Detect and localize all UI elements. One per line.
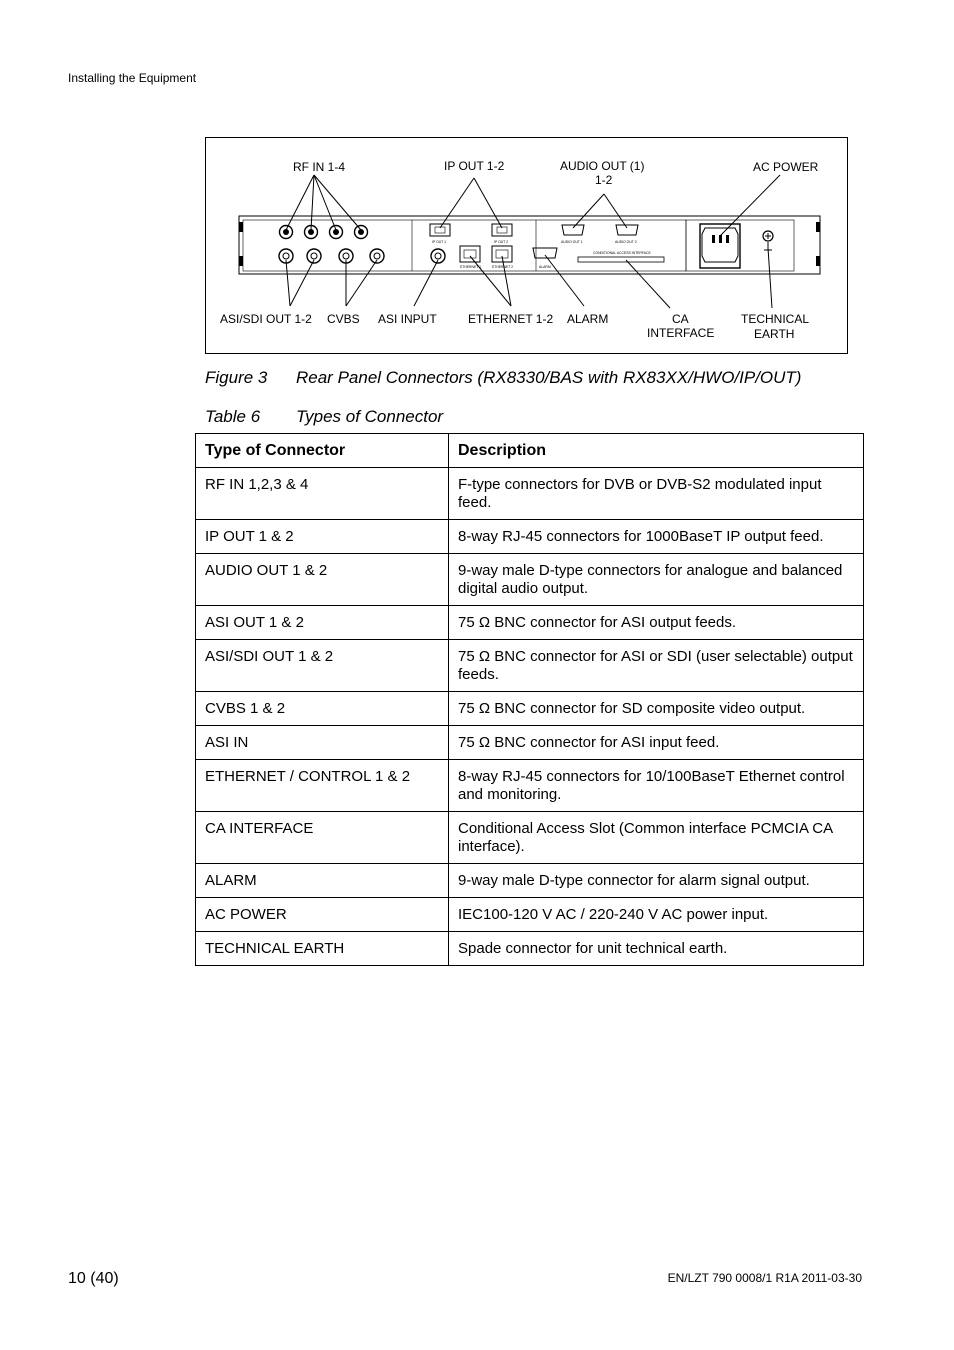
connector-type: AC POWER (196, 898, 449, 932)
callout-audio-out-line1: AUDIO OUT (1) (560, 159, 645, 173)
callout-ca-line1: CA (672, 312, 689, 326)
rear-panel-figure (205, 137, 848, 354)
figure-number: Figure 3 (205, 368, 268, 387)
connector-description: F-type connectors for DVB or DVB-S2 modulated input feed. (449, 468, 864, 520)
callout-asi-sdi-out: ASI/SDI OUT 1-2 (220, 312, 312, 326)
table-row (196, 898, 864, 932)
connector-type: CA INTERFACE (196, 812, 449, 864)
connector-description: Conditional Access Slot (Common interface PCMCIA CA interface). (449, 812, 864, 864)
connector-description: 75 Ω BNC connector for ASI output feeds. (449, 606, 864, 640)
connector-description: 9-way male D-type connectors for analogue and balanced digital audio output. (449, 554, 864, 606)
callout-tech-line1: TECHNICAL (741, 312, 810, 326)
connector-description: 75 Ω BNC connector for ASI input feed. (449, 726, 864, 760)
document-date: 2011-03-30 (801, 1271, 862, 1285)
callout-asi-input: ASI INPUT (378, 312, 437, 326)
callout-cvbs: CVBS (327, 312, 360, 326)
connector-description: 9-way male D-type connector for alarm signal output. (449, 864, 864, 898)
table-row (196, 726, 864, 760)
connector-description: 8-way RJ-45 connectors for 1000BaseT IP output feed. (449, 520, 864, 554)
table-caption (205, 407, 605, 429)
figure-title: Rear Panel Connectors (RX8330/BAS with RX83XX/HWO/IP/OUT) (296, 368, 802, 387)
connector-type: ALARM (196, 864, 449, 898)
callout-rf-in: RF IN 1-4 (293, 160, 346, 174)
panel-label-ip-out-1: IP OUT 1 (432, 240, 447, 244)
panel-label-alarm: ALARM (539, 265, 551, 269)
document-id: EN/LZT 790 0008/1 R1A (667, 1271, 799, 1285)
callout-ethernet: ETHERNET 1-2 (468, 312, 554, 326)
connector-type: RF IN 1,2,3 & 4 (196, 468, 449, 520)
rack-ear-left-top (239, 222, 243, 232)
rear-panel-drawing (206, 138, 849, 355)
connector-type: ASI IN (196, 726, 449, 760)
connector-description: 8-way RJ-45 connectors for 10/100BaseT Ethernet control and monitoring. (449, 760, 864, 812)
callout-ac-power: AC POWER (753, 160, 819, 174)
panel-label-ca-slot: CONDITIONAL ACCESS INTERFACE (593, 251, 651, 255)
panel-label-ethernet-2: ETHERNET 2 (492, 265, 514, 269)
connector-type: CVBS 1 & 2 (196, 692, 449, 726)
connector-type: TECHNICAL EARTH (196, 932, 449, 966)
table-row (196, 932, 864, 966)
table-row (196, 468, 864, 520)
connector-description: 75 Ω BNC connector for SD composite video output. (449, 692, 864, 726)
panel-label-ethernet-1: ETHERNET 1 (460, 265, 482, 269)
panel-label-audio-out-2: AUDIO OUT 2 (615, 240, 637, 244)
table-row (196, 606, 864, 640)
callout-audio-out-line2: 1-2 (595, 173, 613, 187)
panel-label-audio-out-1: AUDIO OUT 1 (561, 240, 583, 244)
table-row (196, 864, 864, 898)
connector-type: ASI OUT 1 & 2 (196, 606, 449, 640)
page-number: 10 (40) (68, 1270, 119, 1287)
table-number: Table 6 (205, 407, 261, 426)
table-row (196, 640, 864, 692)
connector-type: IP OUT 1 & 2 (196, 520, 449, 554)
table-row (196, 554, 864, 606)
connector-type: ASI/SDI OUT 1 & 2 (196, 640, 449, 692)
ac-power-pin-live (712, 235, 715, 243)
ac-power-pin-neutral (726, 235, 729, 243)
figure-caption (205, 368, 845, 390)
callout-alarm: ALARM (567, 312, 609, 326)
table-row (196, 760, 864, 812)
column-header-type: Type of Connector (196, 434, 449, 468)
panel-label-ip-out-2: IP OUT 2 (494, 240, 509, 244)
rack-ear-left-bottom (239, 256, 243, 266)
rack-ear-right-bottom (816, 256, 820, 266)
table-row (196, 812, 864, 864)
connector-description: IEC100-120 V AC / 220-240 V AC power input. (449, 898, 864, 932)
callout-tech-line2: EARTH (754, 327, 795, 341)
document-reference (668, 1271, 862, 1285)
table-row (196, 692, 864, 726)
connector-type: ETHERNET / CONTROL 1 & 2 (196, 760, 449, 812)
callout-ca-line2: INTERFACE (647, 326, 715, 340)
running-header: Installing the Equipment (68, 71, 197, 85)
callout-ip-out: IP OUT 1-2 (444, 159, 505, 173)
table-header-row (196, 434, 864, 468)
connector-description: 75 Ω BNC connector for ASI or SDI (user selectable) output feeds. (449, 640, 864, 692)
table-row (196, 520, 864, 554)
connector-types-table (195, 433, 864, 966)
connector-description: Spade connector for unit technical earth. (449, 932, 864, 966)
rack-ear-right-top (816, 222, 820, 232)
table-title: Types of Connector (296, 407, 444, 426)
connector-type: AUDIO OUT 1 & 2 (196, 554, 449, 606)
column-header-description: Description (449, 434, 864, 468)
